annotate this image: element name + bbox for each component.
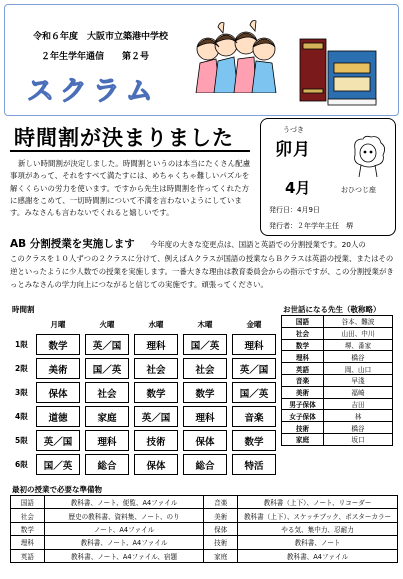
month-name: 卯月 bbox=[275, 140, 311, 160]
supply-items: 教科書（上下）、スケッチブック、ポスターカラー bbox=[238, 509, 398, 522]
class-cell: 社会 bbox=[134, 358, 178, 379]
timetable-header-row bbox=[15, 317, 276, 331]
timetable bbox=[10, 314, 281, 478]
sheep-icon bbox=[349, 133, 387, 179]
supply-items: 教科書（上下）、ノート、リコーダー bbox=[238, 496, 398, 509]
class-cell: 保体 bbox=[36, 382, 80, 403]
class-cell: 理科 bbox=[85, 430, 129, 451]
zodiac-sign: おひつじ座 bbox=[341, 186, 376, 194]
teacher-subject: 男子保体 bbox=[282, 398, 324, 410]
newsletter-header bbox=[4, 4, 399, 116]
teacher-name: 橋谷 bbox=[324, 351, 393, 363]
class-cell: 総合 bbox=[85, 454, 129, 475]
class-cell: 音楽 bbox=[232, 406, 276, 427]
teacher-subject: 音楽 bbox=[282, 374, 324, 386]
intro-paragraph: 新しい時間割が決定しました。時間割というのは本当にたくさん配慮事項があって、それをすべて満たすには、めちゃくちゃ難しいパズルを解くくらいの労力を使います。ですから先生は時間割を作ってくれた方に感謝をこめて、一切時間割について不満を言わないようにしています。みなさんも言わないでくれると嬉しいです。 bbox=[10, 159, 251, 218]
teacher-row bbox=[282, 339, 393, 351]
school-name: 令和６年度 大阪市立築港中学校 bbox=[33, 32, 169, 42]
issue-line: ２年生学年通信 第２号 bbox=[41, 52, 150, 62]
teacher-subject: 国語 bbox=[282, 316, 324, 328]
class-cell: 技術 bbox=[134, 430, 178, 451]
month-ruby: うづき bbox=[283, 126, 304, 134]
ab-heading: AB 分割授業を実施します bbox=[10, 238, 135, 250]
period-label: 6限 bbox=[15, 460, 28, 469]
class-cell: 社会 bbox=[85, 382, 129, 403]
supply-subject: 美術 bbox=[204, 509, 238, 522]
teachers-table bbox=[281, 315, 393, 446]
timetable-row bbox=[15, 382, 276, 403]
teacher-row bbox=[282, 327, 393, 339]
supplies-row bbox=[11, 522, 398, 535]
teacher-row bbox=[282, 433, 393, 445]
timetable-corner bbox=[15, 317, 31, 331]
class-cell: 数学 bbox=[183, 382, 227, 403]
teacher-subject: 美術 bbox=[282, 386, 324, 398]
class-cell: 国／英 bbox=[36, 454, 80, 475]
class-cell: 理科 bbox=[232, 334, 276, 355]
class-cell: 社会 bbox=[183, 358, 227, 379]
class-cell: 国／英 bbox=[85, 358, 129, 379]
issue-date: 発行日：4月9日 bbox=[269, 206, 320, 214]
publisher: 発行者：２年学年主任 堺 bbox=[269, 222, 353, 230]
supply-subject: 国語 bbox=[11, 496, 45, 509]
teacher-name: 山田、中川 bbox=[324, 327, 393, 339]
day-header: 金曜 bbox=[246, 319, 262, 329]
supplies-row bbox=[11, 509, 398, 522]
teacher-subject: 数学 bbox=[282, 339, 324, 351]
teacher-name: 早淺 bbox=[324, 374, 393, 386]
class-cell: 総合 bbox=[183, 454, 227, 475]
class-cell: 英／国 bbox=[85, 334, 129, 355]
supply-items: 教科書、A4ファイル bbox=[238, 549, 398, 562]
class-cell: 特活 bbox=[232, 454, 276, 475]
students-illustration bbox=[190, 19, 282, 93]
timetable-row bbox=[15, 454, 276, 475]
class-cell: 美術 bbox=[36, 358, 80, 379]
class-cell: 英／国 bbox=[36, 430, 80, 451]
supply-subject: 保体 bbox=[204, 522, 238, 535]
timetable-row bbox=[15, 406, 276, 427]
class-cell: 数学 bbox=[232, 430, 276, 451]
teacher-subject: 理科 bbox=[282, 351, 324, 363]
class-cell: 数学 bbox=[36, 334, 80, 355]
supply-subject: 数学 bbox=[11, 522, 45, 535]
teacher-row bbox=[282, 386, 393, 398]
class-cell: 数学 bbox=[134, 382, 178, 403]
class-cell: 保体 bbox=[183, 430, 227, 451]
supply-items: 教科書、ノート、A4ファイル bbox=[44, 536, 204, 549]
teacher-name: 坂口 bbox=[324, 433, 393, 445]
books-illustration bbox=[298, 33, 382, 107]
class-cell: 理科 bbox=[183, 406, 227, 427]
teacher-name: 福崎 bbox=[324, 386, 393, 398]
class-cell: 保体 bbox=[134, 454, 178, 475]
month-number: 4月 bbox=[285, 179, 311, 197]
class-cell: 英／国 bbox=[134, 406, 178, 427]
supplies-table bbox=[10, 495, 398, 563]
teacher-row bbox=[282, 410, 393, 422]
teacher-subject: 女子保体 bbox=[282, 410, 324, 422]
supply-subject: 音楽 bbox=[204, 496, 238, 509]
teacher-subject: 英語 bbox=[282, 363, 324, 375]
teachers-label: お世話になる先生（敬称略） bbox=[283, 305, 381, 314]
timetable-row bbox=[15, 430, 276, 451]
teacher-name: 岡、山口 bbox=[324, 363, 393, 375]
title-divider bbox=[10, 150, 250, 152]
supply-subject: 英語 bbox=[11, 549, 45, 562]
teacher-row bbox=[282, 363, 393, 375]
supply-subject: 家庭 bbox=[204, 549, 238, 562]
class-cell: 国／英 bbox=[232, 382, 276, 403]
teacher-row bbox=[282, 374, 393, 386]
teacher-name: 谷本、難波 bbox=[324, 316, 393, 328]
supplies-label: 最初の授業で必要な準備物 bbox=[12, 485, 102, 494]
period-label: 3限 bbox=[15, 388, 28, 397]
day-header: 火曜 bbox=[99, 319, 115, 329]
day-header: 木曜 bbox=[197, 319, 213, 329]
teacher-name: 林 bbox=[324, 410, 393, 422]
teacher-name: 橋谷 bbox=[324, 422, 393, 434]
teacher-name: 堺、番家 bbox=[324, 339, 393, 351]
class-cell: 道徳 bbox=[36, 406, 80, 427]
supply-items: ノート、A4ファイル bbox=[44, 522, 204, 535]
class-cell: 国／英 bbox=[183, 334, 227, 355]
supply-subject: 理科 bbox=[11, 536, 45, 549]
supply-items: 教科書、ノート bbox=[238, 536, 398, 549]
article-title: 時間割が決まりました bbox=[14, 126, 234, 150]
teacher-name: 吉田 bbox=[324, 398, 393, 410]
teacher-row bbox=[282, 351, 393, 363]
class-cell: 英／国 bbox=[232, 358, 276, 379]
supply-items: 教科書、ノート、便覧、A4ファイル bbox=[44, 496, 204, 509]
supply-items: 教科書、ノート、A4ファイル、宿題 bbox=[44, 549, 204, 562]
ab-paragraph: このクラスを１０人ずつの２クラスに分けて、例えばＡクラスが国語の授業ならＢクラスは英語の授業、またはその逆といったように少人数での授業を実施します。一番大きな理由は教育委員会からの指示ですが、この分割授業がきっとみなさんの学力向上につながると信じての実施です。頑張ってください。 bbox=[10, 254, 394, 289]
ab-lead-text: 今年度の大きな変更点は、国語と英語での分割授業です。20人の bbox=[150, 240, 366, 249]
supply-subject: 技術 bbox=[204, 536, 238, 549]
teacher-subject: 技術 bbox=[282, 422, 324, 434]
supplies-row bbox=[11, 496, 398, 509]
class-cell: 理科 bbox=[134, 334, 178, 355]
period-label: 4限 bbox=[15, 412, 28, 421]
class-cell: 家庭 bbox=[85, 406, 129, 427]
teacher-row bbox=[282, 422, 393, 434]
supply-items: 歴史の教科書、資料集、ノート、のり bbox=[44, 509, 204, 522]
supply-subject: 社会 bbox=[11, 509, 45, 522]
supplies-row bbox=[11, 536, 398, 549]
day-header: 月曜 bbox=[50, 319, 66, 329]
day-header: 水曜 bbox=[148, 319, 164, 329]
calendar-box bbox=[260, 118, 396, 236]
teacher-row bbox=[282, 398, 393, 410]
teacher-subject: 社会 bbox=[282, 327, 324, 339]
supplies-row bbox=[11, 549, 398, 562]
masthead-title: スクラム bbox=[27, 76, 159, 107]
timetable-label: 時間割 bbox=[12, 305, 35, 314]
teacher-row bbox=[282, 316, 393, 328]
timetable-row bbox=[15, 334, 276, 355]
period-label: 2限 bbox=[15, 364, 28, 373]
timetable-row bbox=[15, 358, 276, 379]
supply-items: やる気、集中力、忍耐力 bbox=[238, 522, 398, 535]
teacher-subject: 家庭 bbox=[282, 433, 324, 445]
period-label: 1限 bbox=[15, 340, 28, 349]
period-label: 5限 bbox=[15, 436, 28, 445]
